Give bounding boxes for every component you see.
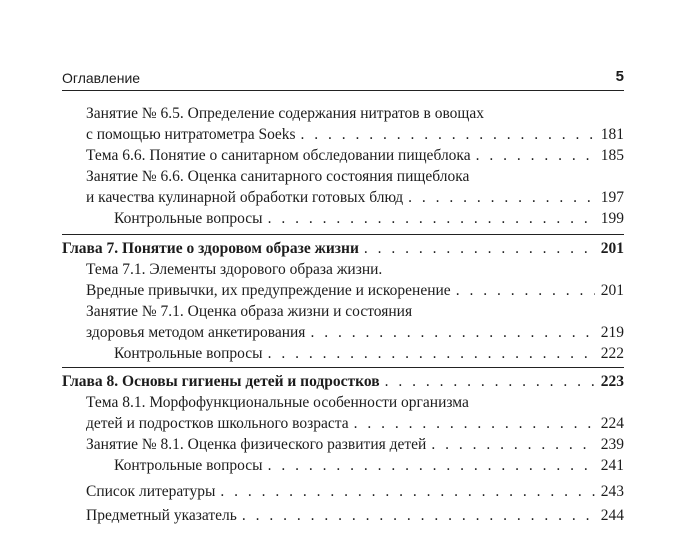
toc-entry-page: 199: [600, 210, 624, 227]
running-head: [62, 68, 624, 91]
toc-chapter-title: Глава 7. Понятие о здоровом образе жизни: [62, 240, 359, 257]
toc-entry-page: 201: [600, 240, 624, 257]
toc-entry-page: 239: [600, 436, 624, 453]
toc-entry-text: Занятие № 8.1. Оценка физического развития детей: [86, 436, 427, 453]
toc-entry: [0, 187, 700, 209]
toc-entry-page: 222: [600, 345, 624, 362]
toc-entry-page: 243: [600, 483, 624, 500]
toc-line: [0, 103, 700, 125]
dot-leader: [242, 505, 595, 527]
dot-leader: [431, 434, 594, 456]
dot-leader: [268, 455, 595, 477]
toc-entry: [0, 322, 700, 344]
toc-entry: [0, 413, 700, 435]
toc-chapter-entry: [0, 371, 700, 393]
toc-line: [0, 301, 700, 323]
dot-leader: [385, 371, 595, 393]
toc-line: [0, 259, 700, 281]
toc-chapter-title: Глава 8. Основы гигиены детей и подростков: [62, 373, 380, 390]
toc-entry-page: 181: [600, 126, 624, 143]
dot-leader: [310, 322, 594, 344]
toc-line: [0, 392, 700, 414]
toc-entry-page: 219: [600, 324, 624, 341]
section-divider: [62, 367, 624, 368]
toc-entry-text: детей и подростков школьного возраста: [86, 415, 349, 432]
toc-entry-text: и качества кулинарной обработки готовых блюд: [86, 189, 404, 206]
toc-entry-index: [0, 505, 700, 527]
dot-leader: [408, 187, 595, 209]
toc-entry: [0, 145, 700, 167]
toc-entry: [0, 280, 700, 302]
dot-leader: [476, 145, 595, 167]
toc-entry: [0, 124, 700, 146]
toc-entry-page: 241: [600, 457, 624, 474]
toc-entry-text: Контрольные вопросы: [114, 457, 263, 474]
dot-leader: [220, 481, 594, 503]
toc-line: [0, 166, 700, 188]
running-head-title: Оглавление: [62, 70, 141, 86]
toc-entry-page: 223: [600, 373, 624, 390]
toc-entry-text: здоровья методом анкетирования: [86, 324, 306, 341]
toc-entry-text: Контрольные вопросы: [114, 210, 263, 227]
toc-entry-page: 224: [600, 415, 624, 432]
page-number: 5: [615, 68, 624, 85]
toc-entry: [0, 434, 700, 456]
dot-leader: [456, 280, 595, 302]
toc-entry-text: Занятие № 6.6. Оценка санитарного состояния пищеблока: [86, 168, 470, 185]
toc-entry-text: Занятие № 7.1. Оценка образа жизни и состояния: [86, 303, 413, 320]
dot-leader: [354, 413, 595, 435]
toc-entry-text: Тема 7.1. Элементы здорового образа жизни.: [86, 261, 383, 278]
toc-entry-page: 244: [600, 507, 624, 524]
toc-entry-page: 201: [600, 282, 624, 299]
toc-entry-text: Список литературы: [86, 483, 216, 500]
toc-entry-text: Тема 8.1. Морфофункциональные особенности организма: [86, 394, 469, 411]
dot-leader: [268, 343, 595, 365]
dot-leader: [301, 124, 595, 146]
toc-entry: [0, 208, 700, 230]
section-divider: [62, 234, 624, 235]
dot-leader: [364, 238, 595, 260]
toc-chapter-entry: [0, 238, 700, 260]
toc-entry-text: с помощью нитратометра Soeks: [86, 126, 296, 143]
toc-entry: [0, 455, 700, 477]
toc-entry-text: Контрольные вопросы: [114, 345, 263, 362]
toc-entry: [0, 343, 700, 365]
toc-entry-references: [0, 481, 700, 503]
toc-entry-page: 185: [600, 147, 624, 164]
toc-entry-text: Вредные привычки, их предупреждение и искоренение: [86, 282, 451, 299]
toc-entry-page: 197: [600, 189, 624, 206]
toc-entry-text: Занятие № 6.5. Определение содержания нитратов в овощах: [86, 105, 484, 122]
toc-entry-text: Тема 6.6. Понятие о санитарном обследовании пищеблока: [86, 147, 471, 164]
toc-entry-text: Предметный указатель: [86, 507, 237, 524]
dot-leader: [268, 208, 595, 230]
